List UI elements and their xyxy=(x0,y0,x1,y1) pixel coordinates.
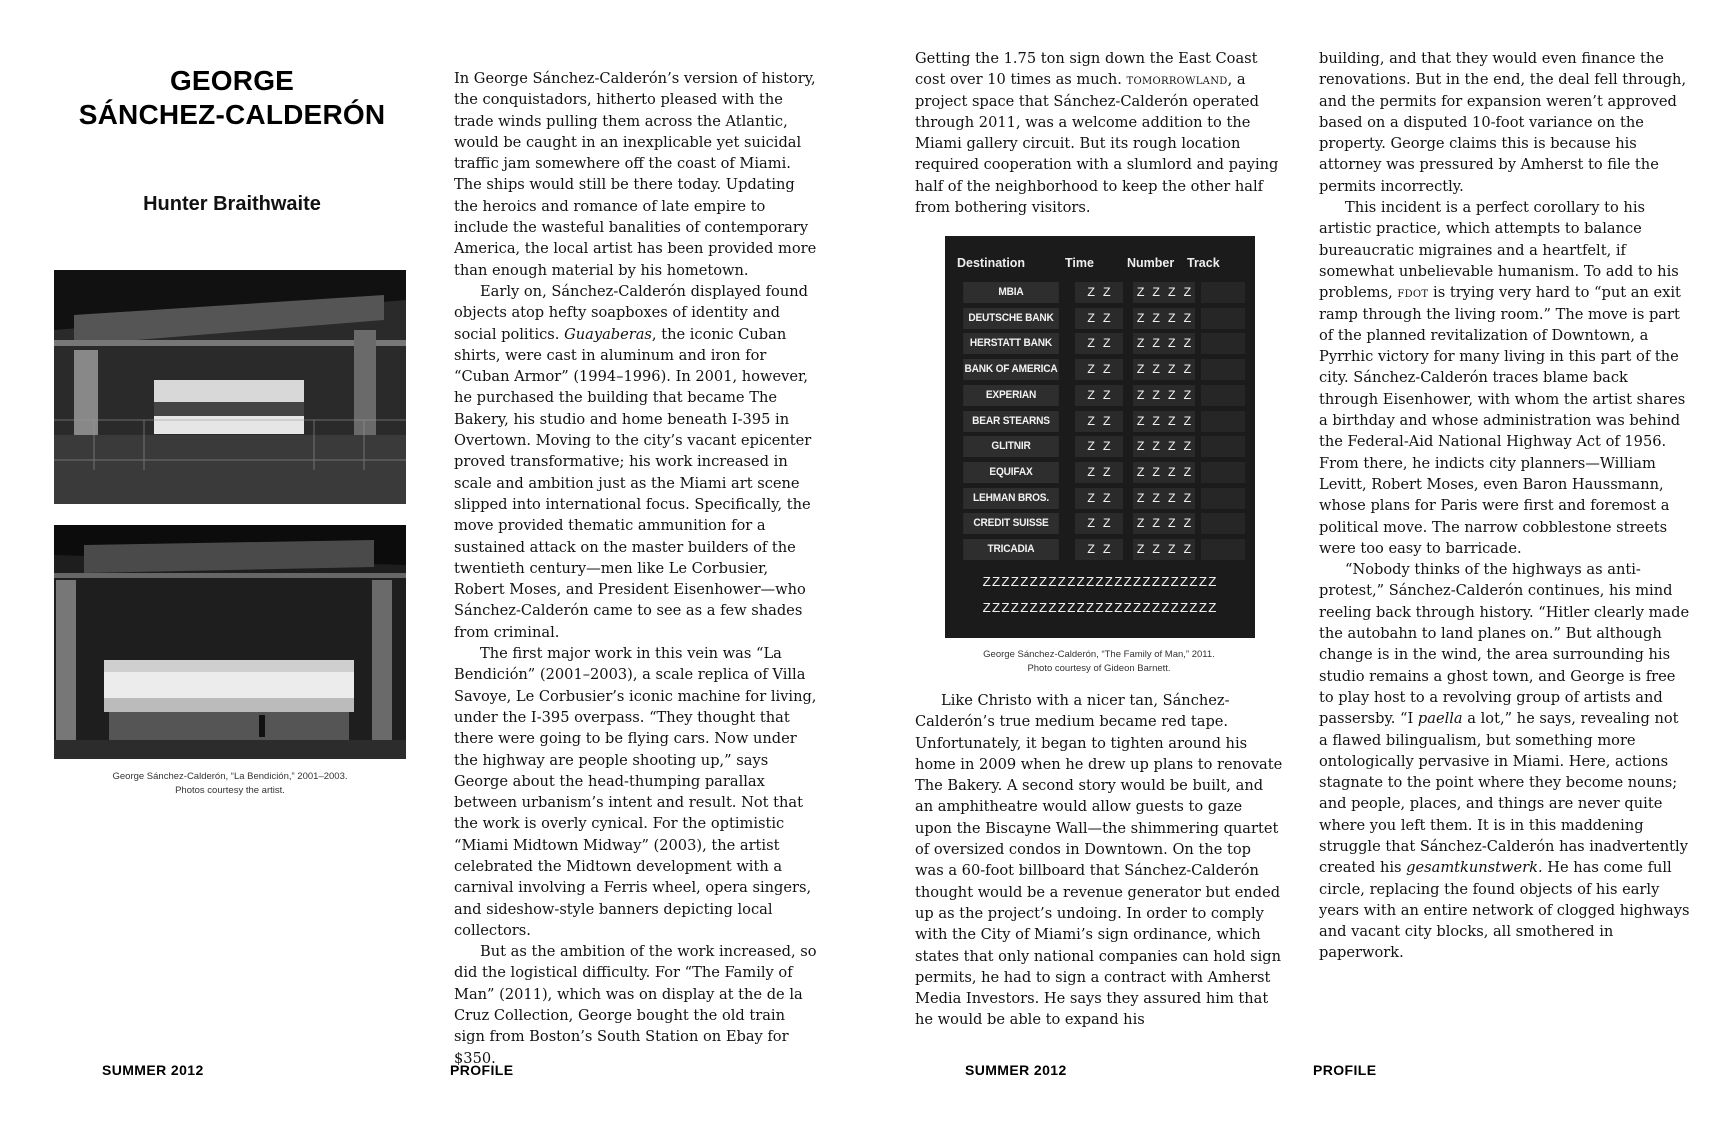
board-number: Z Z Z Z xyxy=(1133,385,1195,406)
board-z-line-2: ZZZZZZZZZZZZZZZZZZZZZZZZZ xyxy=(982,601,1218,617)
board-number: Z Z Z Z xyxy=(1133,539,1195,560)
board-number: Z Z Z Z xyxy=(1133,333,1195,354)
photo-caption xyxy=(54,770,406,798)
board-destination: EXPERIAN xyxy=(963,385,1059,406)
right-text-column-1-top xyxy=(915,48,1283,218)
paragraph-text: , the iconic Cuban shirts, were cast in aluminum and iron for “Cuban Armor” (1994–1996). In 2001, however, he purchased the building that became The Bakery, his studio and home beneath I-395 in Overtown. Moving to the city’s vacant epicenter proved transformative; his work increased in scale and ambition just as the Miami art scene slipped into international focus. Specifically, the move provided thematic ammunition for a sustained attack on the master builders of the twentieth century—men like Le Corbusier, Robert Moses, and President Eisenhower—who Sánchez-Calderón came to see as a few shades from criminal. xyxy=(454,325,812,641)
photo-1-graphic xyxy=(54,270,406,504)
right-text-column-2 xyxy=(1319,48,1691,964)
paragraph-text: This incident is a perfect corollary to his artistic practice, which attempts to balance bureaucratic migraines and a heartfelt, if somewhat unbelievable humanism. To add to his problems, xyxy=(1319,199,1679,302)
board-time: Z Z xyxy=(1075,333,1123,354)
title-line-1: GEORGE xyxy=(169,65,295,96)
board-header-time: Time xyxy=(1065,256,1094,270)
right-text-column-1-bottom xyxy=(915,690,1283,1031)
board-time: Z Z xyxy=(1075,282,1123,303)
board-track xyxy=(1201,539,1245,560)
board-time: Z Z xyxy=(1075,488,1123,509)
board-number: Z Z Z Z xyxy=(1133,488,1195,509)
paragraph: But as the ambition of the work increased, so did the logistical difficulty. For “The Family of Man” (2011), which was on display at the de la Cruz Collection, George bought the old train sign from Boston’s South Station on Ebay for $350. xyxy=(454,943,817,1067)
board-z-line-1: ZZZZZZZZZZZZZZZZZZZZZZZZZ xyxy=(982,575,1218,591)
board-track xyxy=(1201,411,1245,432)
paragraph: In George Sánchez-Calderón’s version of history, the conquistadors, hitherto pleased with the trade winds pulling them across the Atlantic, would be caught in an inexplicable yet suicidal traffic jam somewhere off the coast of Miami. The ships would still be there today. Updating the heroics and romance of late empire to include the wasteful banalities of contemporary America, the local artist has been provided more than enough material by his hometown. xyxy=(454,70,817,279)
board-caption-line-1: George Sánchez-Calderón, “The Family of Man,” 2011. xyxy=(983,649,1215,660)
board-number: Z Z Z Z xyxy=(1133,359,1195,380)
photo-la-bendicion-2 xyxy=(54,525,406,759)
board-time: Z Z xyxy=(1075,462,1123,483)
board-destination: BEAR STEARNS xyxy=(963,411,1059,432)
board-track xyxy=(1201,308,1245,329)
board-number: Z Z Z Z xyxy=(1133,462,1195,483)
emphasis-text: Guayaberas xyxy=(564,325,652,343)
board-header-track: Track xyxy=(1187,256,1220,270)
board-destination: GLITNIR xyxy=(963,436,1059,457)
footer-section: PROFILE xyxy=(450,1062,514,1078)
paragraph xyxy=(1319,559,1691,964)
board-track xyxy=(1201,385,1245,406)
board-track xyxy=(1201,436,1245,457)
paragraph xyxy=(454,281,819,643)
board-number: Z Z Z Z xyxy=(1133,513,1195,534)
board-time: Z Z xyxy=(1075,411,1123,432)
board-destination: BANK OF AMERICA xyxy=(963,359,1059,380)
paragraph-text: a lot,” he says, revealing not a flawed bilingualism, but something more ontologically pervasive in Miami. Here, actions stagnate to the point where they become nouns; and people, places, and things are never quite where you left them. It is in this maddening struggle that Sánchez-Calderón has inadvertently created his xyxy=(1319,710,1688,877)
footer-issue: SUMMER 2012 xyxy=(102,1062,204,1078)
author-name: Hunter Braithwaite xyxy=(143,193,321,215)
board-number: Z Z Z Z xyxy=(1133,411,1195,432)
board-time: Z Z xyxy=(1075,385,1123,406)
board-header-destination: Destination xyxy=(957,256,1026,270)
board-track xyxy=(1201,282,1245,303)
paragraph xyxy=(915,48,1283,218)
board-caption xyxy=(915,648,1283,676)
board-destination: LEHMAN BROS. xyxy=(963,488,1059,509)
paragraph-text: Getting the 1.75 ton sign down the East Coast cost over 10 times as much. xyxy=(915,50,1258,89)
title-line-2: SÁNCHEZ-CALDERÓN xyxy=(78,99,386,130)
small-caps-text: fdot xyxy=(1397,284,1429,302)
photo-caption-line-1: George Sánchez-Calderón, “La Bendición,” 2001–2003. xyxy=(112,771,348,782)
board-caption-line-2: Photo courtesy of Gideon Barnett. xyxy=(1027,663,1171,674)
paragraph xyxy=(1319,197,1691,559)
photo-2-graphic xyxy=(54,525,406,759)
emphasis-text: paella xyxy=(1417,710,1463,728)
paragraph-text: “Nobody thinks of the highways as anti-protest,” Sánchez-Calderón continues, his mind reeling back through history. “Hitler clearly made the autobahn to land planes on.” But although change is in the wind, the area surrounding his studio remains a ghost town, and George is free to play host to a revolving group of artists and passersby. “I xyxy=(1319,561,1690,728)
board-time: Z Z xyxy=(1075,359,1123,380)
photo-la-bendicion-1 xyxy=(54,270,406,504)
board-track xyxy=(1201,359,1245,380)
photo-caption-line-2: Photos courtesy the artist. xyxy=(175,785,285,796)
paragraph: building, and that they would even finance the renovations. But in the end, the deal fell through, and the permits for expansion weren’t approved based on a disputed 10-foot variance on the property. George claims this is because his attorney was pressured by Amherst to file the permits incorrectly. xyxy=(1319,50,1687,195)
paragraph-text: , a project space that Sánchez-Calderón operated through 2011, was a welcome addition to the Miami gallery circuit. But its rough location required cooperation with a slumlord and paying half of the neighborhood to keep the other half from bothering visitors. xyxy=(915,71,1279,217)
article-title xyxy=(52,64,412,132)
board-track xyxy=(1201,333,1245,354)
board-number: Z Z Z Z xyxy=(1133,436,1195,457)
paragraph-text: He has come full circle, replacing the found objects of his early years with an entire network of clogged highways and vacant city blocks, all smothered in paperwork. xyxy=(1319,859,1690,962)
board-destination: CREDIT SUISSE xyxy=(963,513,1059,534)
footer-section: PROFILE xyxy=(1313,1062,1377,1078)
board-track xyxy=(1201,488,1245,509)
paragraph: Like Christo with a nicer tan, Sánchez-Calderón’s true medium became red tape. Unfortunately, it began to tighten around his home in 2009 when he drew up plans to renovate The Bakery. A second story would be built, and an amphitheatre would allow guests to gaze upon the Biscayne Wall—the shimmering quartet of oversized condos in Downtown. On the top was a 60-foot billboard that Sánchez-Calderón thought would be a revenue generator but ended up as the project’s undoing. In order to comply with the City of Miami’s sign ordinance, which states that only national companies can hold sign permits, he had to sign a contract with Amherst Media Investors. He says they assured him that he would be able to expand his xyxy=(915,692,1283,1029)
board-destination: EQUIFAX xyxy=(963,462,1059,483)
board-destination: MBIA xyxy=(963,282,1059,303)
board-time: Z Z xyxy=(1075,539,1123,560)
board-number: Z Z Z Z xyxy=(1133,282,1195,303)
board-time: Z Z xyxy=(1075,513,1123,534)
paragraph-text: is trying very hard to “put an exit ramp through the living room.” The move is part of the planned revitalization of Downtown, a Pyrrhic victory for many living in this part of the city. Sánchez-Calderón traces blame back through Eisenhower, with whom the artist shares a birthday and whose administration was behind the Federal-Aid National Highway Act of 1956. From there, he indicts city planners—William Levitt, Robert Moses, even Baron Haussmann, whose plans for Paris were first and foremost a political move. The narrow cobblestone streets were too easy to barricade. xyxy=(1319,284,1686,557)
board-time: Z Z xyxy=(1075,308,1123,329)
paragraph: The first major work in this vein was “La Bendición” (2001–2003), a scale replica of Villa Savoye, Le Corbusier’s iconic machine for living, under the I-395 overpass. “They thought that there were going to be flying cars. Now under the highway are people shooting up,” says George about the head-thumping parallax between urbanism’s intent and result. Not that the work is overly cynical. For the optimistic “Miami Midtown Midway” (2003), the artist celebrated the Midtown development with a carnival involving a Ferris wheel, opera singers, and sideshow-style banners depicting local collectors. xyxy=(454,645,817,939)
board-destination: DEUTSCHE BANK xyxy=(963,308,1059,329)
left-text-column xyxy=(454,68,819,1069)
board-header-number: Number xyxy=(1127,256,1175,270)
board-destination: TRICADIA xyxy=(963,539,1059,560)
footer-issue: SUMMER 2012 xyxy=(965,1062,1067,1078)
small-caps-text: tomorrowland xyxy=(1126,71,1228,89)
paragraph-text: Early on, Sánchez-Calderón displayed found objects atop hefty soapboxes of identity and social politics. xyxy=(454,282,808,343)
board-track xyxy=(1201,513,1245,534)
departure-board-image xyxy=(945,236,1255,638)
emphasis-text: gesamtkunstwerk. xyxy=(1406,859,1543,877)
board-number: Z Z Z Z xyxy=(1133,308,1195,329)
board-destination: HERSTATT BANK xyxy=(963,333,1059,354)
board-time: Z Z xyxy=(1075,436,1123,457)
board-track xyxy=(1201,462,1245,483)
